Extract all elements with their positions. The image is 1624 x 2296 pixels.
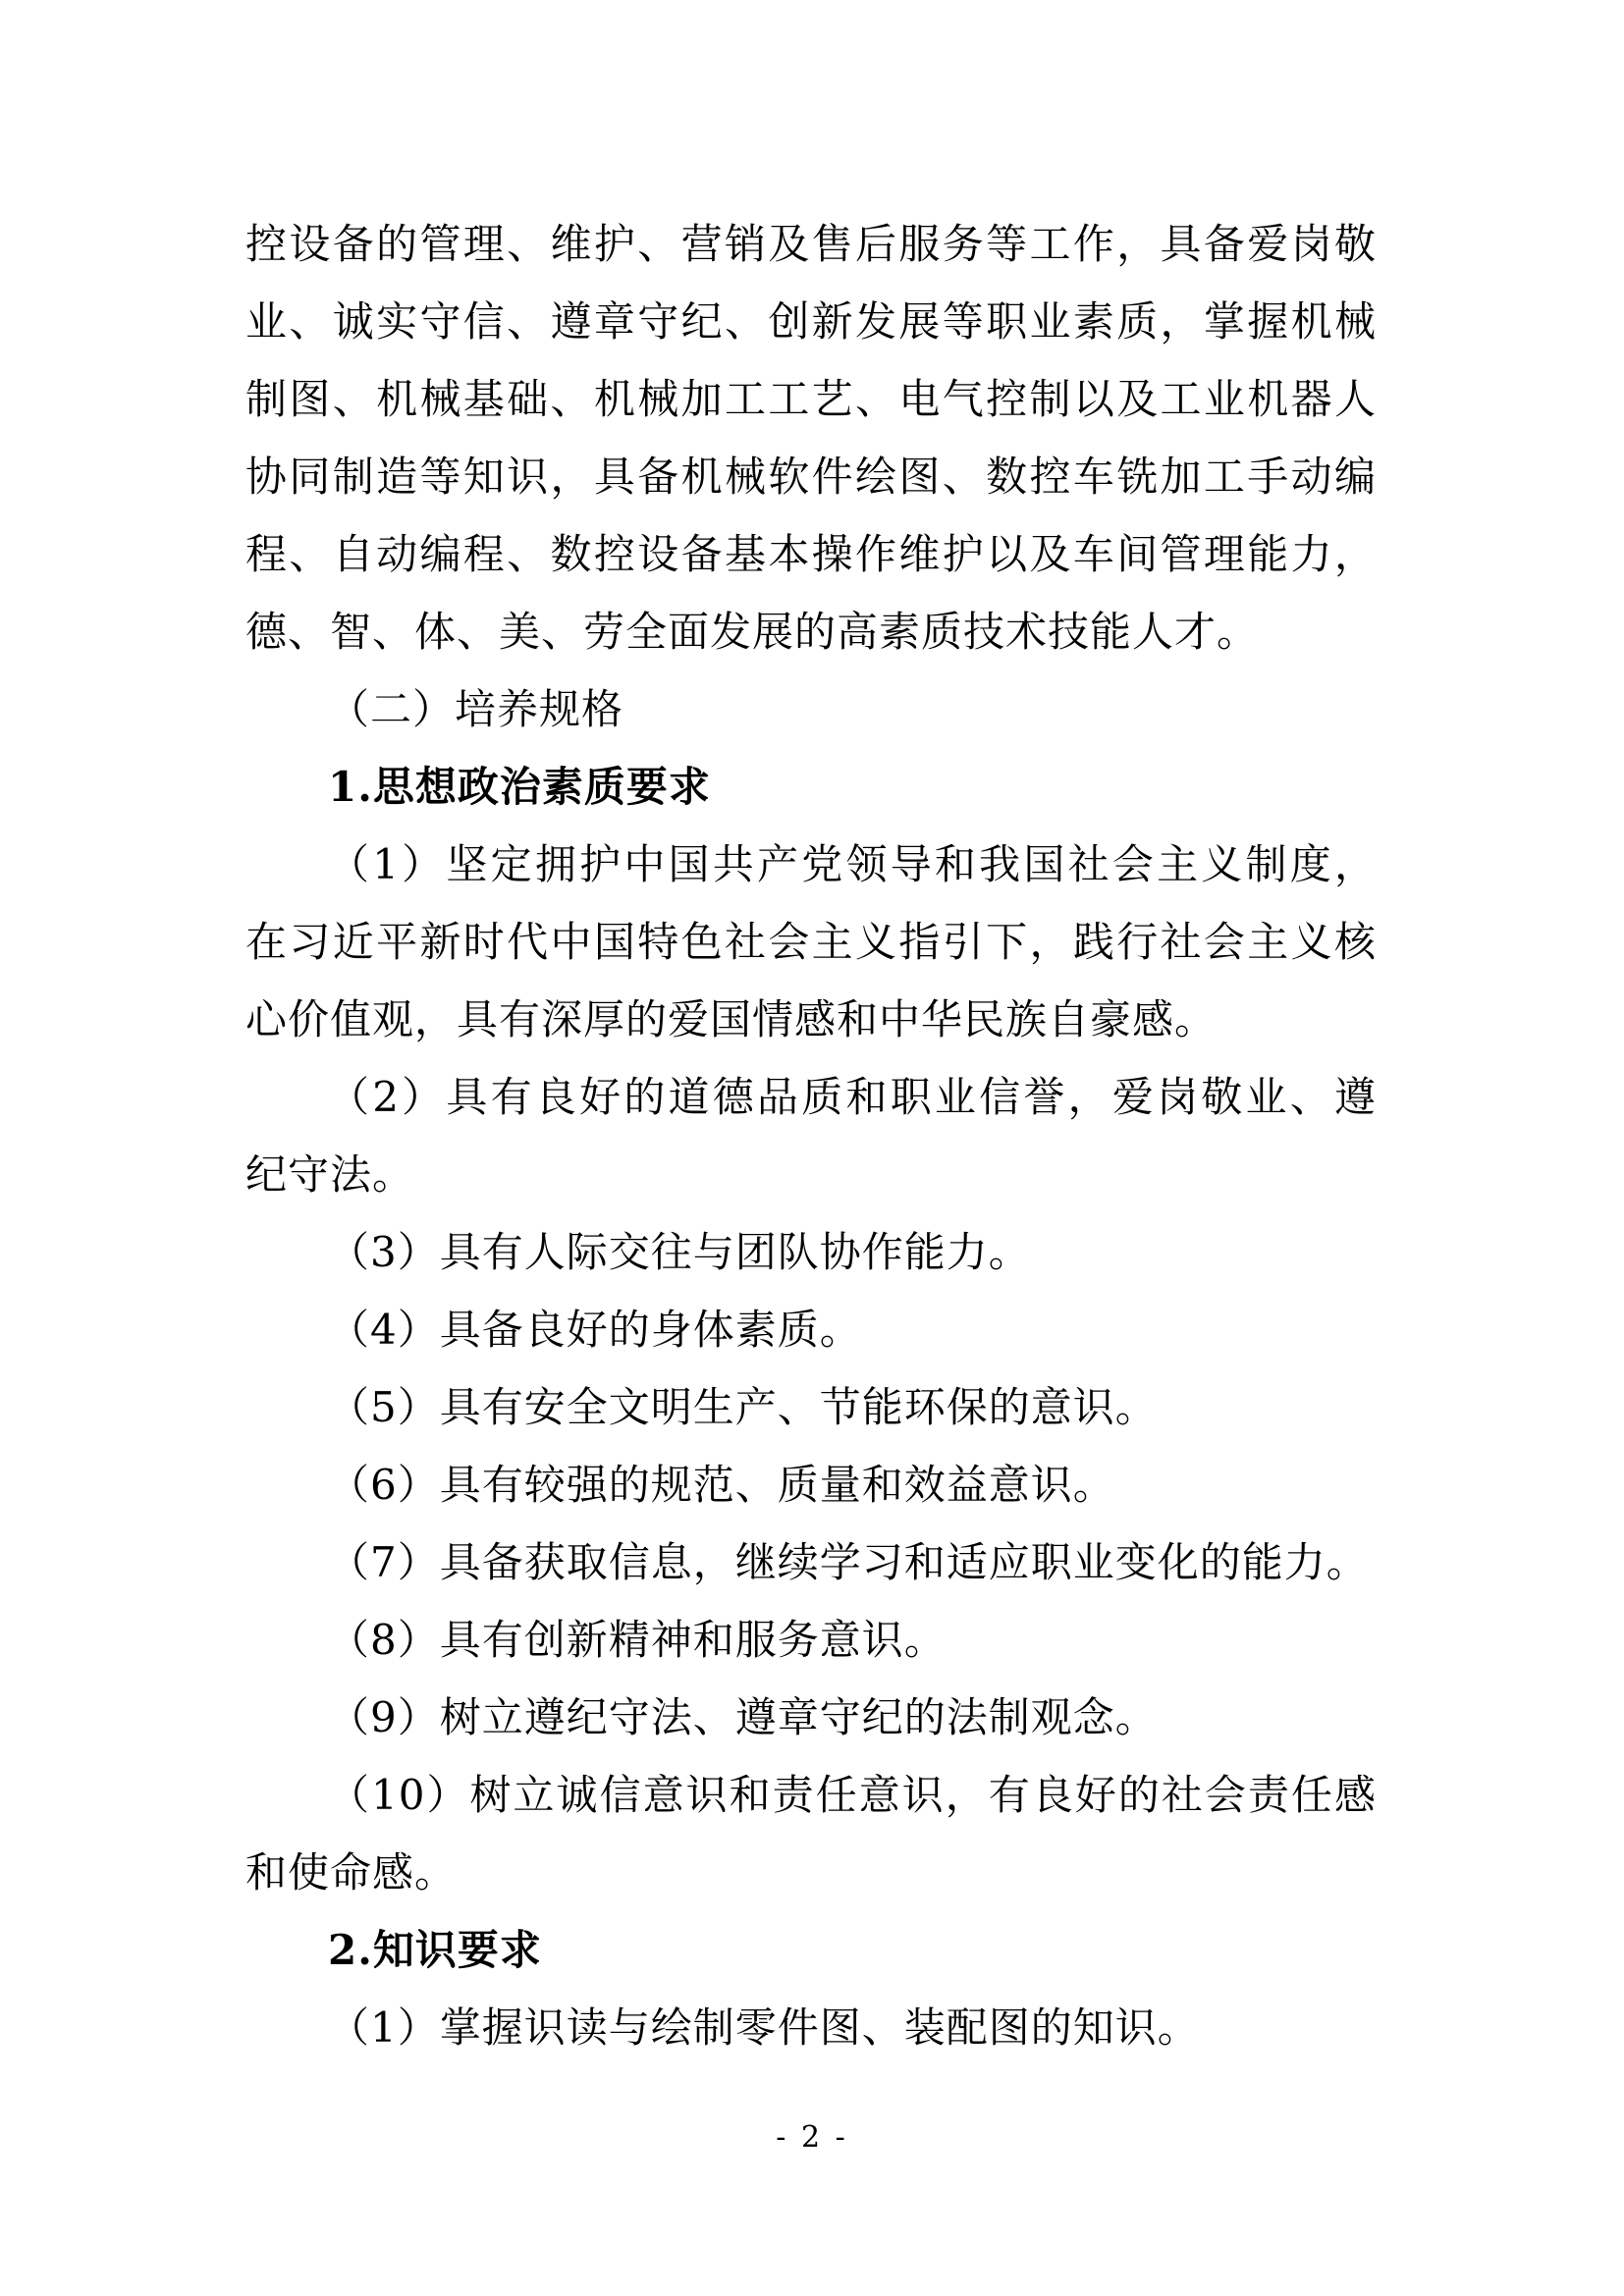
list-item-6: （6）具有较强的规范、质量和效益意识。 bbox=[328, 1461, 1115, 1509]
paragraph-line: 制图、机械基础、机械加工工艺、电气控制以及工业机器人 bbox=[245, 375, 1377, 423]
paragraph-line: 和使命感。 bbox=[245, 1848, 458, 1896]
list-item-3: （3）具有人际交往与团队协作能力。 bbox=[328, 1228, 1031, 1276]
document-body bbox=[245, 205, 1377, 2066]
subsection-title-peiyang-guige: （二）培养规格 bbox=[328, 685, 624, 733]
paragraph-line: 德、智、体、美、劳全面发展的高素质技术技能人才。 bbox=[245, 608, 1260, 656]
paragraph-line: 纪守法。 bbox=[245, 1150, 415, 1199]
paragraph-line: 心价值观，具有深厚的爱国情感和中华民族自豪感。 bbox=[245, 995, 1218, 1043]
page-number: - 2 - bbox=[776, 2120, 848, 2155]
heading-knowledge: 2.知识要求 bbox=[328, 1926, 542, 1974]
paragraph-line: 协同制造等知识，具备机械软件绘图、数控车铣加工手动编 bbox=[245, 453, 1377, 501]
list-item-4: （4）具备良好的身体素质。 bbox=[328, 1306, 862, 1354]
list-item-10: （10）树立诚信意识和责任意识，有良好的社会责任感 bbox=[328, 1771, 1377, 1819]
paragraph-line: 在习近平新时代中国特色社会主义指引下，践行社会主义核 bbox=[245, 918, 1377, 966]
paragraph-line: 程、自动编程、数控设备基本操作维护以及车间管理能力， bbox=[245, 530, 1377, 578]
paragraph-line: 业、诚实守信、遵章守纪、创新发展等职业素质，掌握机械 bbox=[245, 297, 1377, 346]
list-item-9: （9）树立遵纪守法、遵章守纪的法制观念。 bbox=[328, 1693, 1158, 1741]
list-item-1: （1）坚定拥护中国共产党领导和我国社会主义制度， bbox=[328, 840, 1377, 888]
list-item-7: （7）具备获取信息，继续学习和适应职业变化的能力。 bbox=[328, 1538, 1369, 1586]
knowledge-item-1: （1）掌握识读与绘制零件图、装配图的知识。 bbox=[328, 2003, 1200, 2052]
list-item-5: （5）具有安全文明生产、节能环保的意识。 bbox=[328, 1383, 1158, 1431]
heading-political-quality: 1.思想政治素质要求 bbox=[328, 763, 711, 811]
list-item-2: （2）具有良好的道德品质和职业信誉，爱岗敬业、遵 bbox=[328, 1073, 1377, 1121]
list-item-8: （8）具有创新精神和服务意识。 bbox=[328, 1616, 947, 1664]
paragraph-line: 控设备的管理、维护、营销及售后服务等工作，具备爱岗敬 bbox=[245, 220, 1377, 268]
